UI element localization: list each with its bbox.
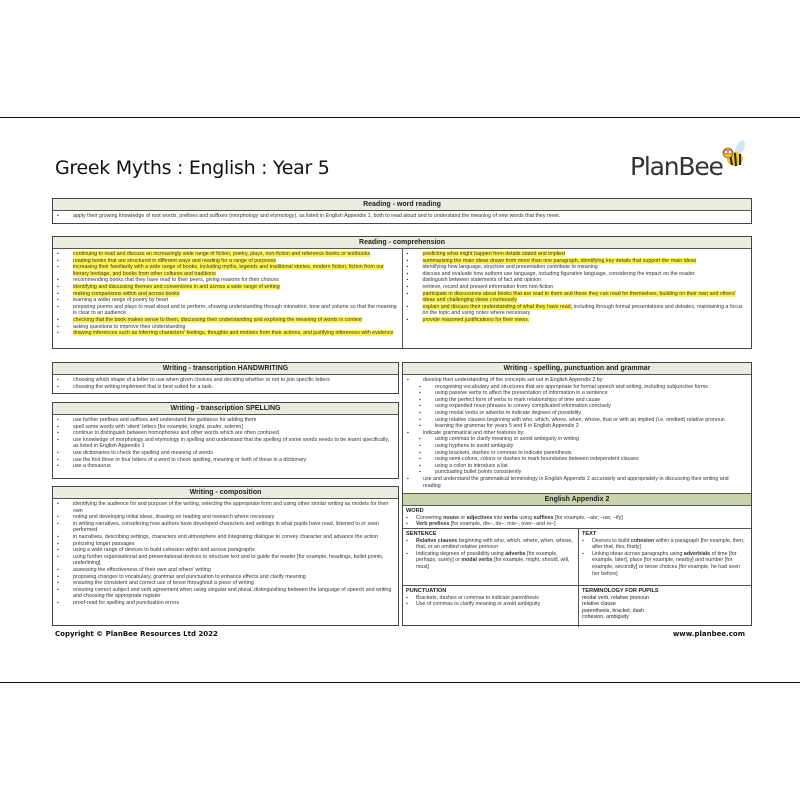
bold-term: verbs xyxy=(503,514,518,521)
item-text: [for example, –ate; –ise; –ify] xyxy=(553,514,623,521)
item-text: using xyxy=(517,514,534,521)
list-item xyxy=(57,317,398,324)
appendix-text-cell xyxy=(579,529,751,586)
list-item xyxy=(407,430,747,437)
list-item xyxy=(57,213,747,220)
term-line: modal verb, relative pronoun xyxy=(582,594,650,601)
highlighted-text: checking that the book makes sense to them, discussing their understanding and exploring the meaning of words in context xyxy=(73,316,362,323)
bullet-list xyxy=(406,595,575,608)
page-title: Greek Myths : English : Year 5 xyxy=(55,157,330,179)
section-heading: Reading - comprehension xyxy=(53,237,751,249)
section-heading: Writing - spelling, punctuation and grammar xyxy=(403,363,751,375)
bullet-list xyxy=(53,375,398,392)
bold-term: cohesion xyxy=(630,537,655,544)
list-item xyxy=(57,437,394,450)
cell-title: TERMINOLOGY FOR PUPILS xyxy=(582,588,659,594)
bold-term: nouns xyxy=(443,514,459,521)
item-text: using commas to clarify meaning or avoid ambiguity in writing xyxy=(435,436,579,443)
composition-section xyxy=(52,486,399,626)
list-item xyxy=(57,430,394,437)
bullet-list xyxy=(53,415,398,472)
item-text: Linking ideas across paragraphs using xyxy=(592,550,684,557)
list-item xyxy=(57,547,394,554)
list-item xyxy=(57,501,394,514)
bullet-list xyxy=(406,515,748,528)
list-item xyxy=(406,595,575,602)
item-text: continue to distinguish between homophones and other words which are often confused xyxy=(73,430,279,437)
cell-title: TEXT xyxy=(582,531,597,537)
item-text: Devices to build xyxy=(592,537,631,544)
list-item xyxy=(57,251,398,258)
list-item xyxy=(419,403,747,410)
bold-term: adverbs xyxy=(505,550,526,557)
highlighted-text: drawing inferences such as inferring characters' feelings, thoughts and motives from their actions, and justifying inferences with evidence xyxy=(73,330,394,337)
section-heading: Reading - word reading xyxy=(53,199,751,211)
term-line: cohesion, ambiguity xyxy=(582,614,629,621)
item-text: of time [for example, later], place [for example, nearby] and number [for example, secondly] or tense choices [for example, he had seen her before] xyxy=(592,550,741,577)
list-item xyxy=(57,600,394,607)
list-item xyxy=(582,538,748,551)
item-text: using a colon to introduce a list xyxy=(435,462,508,469)
list-item xyxy=(57,534,394,541)
highlighted-text: provide reasoned justifications for their views. xyxy=(422,316,530,323)
item-text: in narratives, describing settings, characters and atmosphere and integrating dialogue to convey character and advance the action xyxy=(73,533,379,540)
item-text: using further organisational and presentational devices to structure text and to guide the reader [for example, headings, bullet points, underlining] xyxy=(73,553,384,567)
item-text: Converting xyxy=(416,514,444,521)
item-text: develop their understanding of the concepts set out in English Appendix 2 by: xyxy=(423,377,604,383)
list-item xyxy=(419,384,747,391)
list-item xyxy=(419,423,747,430)
item-text: proof-read for spelling and punctuation errors xyxy=(73,599,179,606)
list-item xyxy=(419,469,747,476)
list-item xyxy=(57,324,398,331)
list-item xyxy=(57,330,398,337)
list-item xyxy=(57,284,398,291)
section-heading: Writing - composition xyxy=(53,487,398,499)
list-item xyxy=(57,541,394,548)
bullet-list xyxy=(403,249,752,326)
bullet-list xyxy=(403,375,751,493)
bold-term: adverbials xyxy=(683,550,711,557)
item-text: use further prefixes and suffixes and understand the guidance for adding them xyxy=(73,417,257,423)
list-item xyxy=(57,291,398,298)
list-item xyxy=(407,304,748,317)
list-item xyxy=(57,258,398,265)
list-item xyxy=(57,384,394,391)
item-text: use and understand the grammatical terminology in English Appendix 2 accurately and appropriately in discussing their writing and reading xyxy=(423,475,729,489)
item-text: noting and developing initial ideas, drawing on reading and research where necessary xyxy=(73,514,275,521)
list-item xyxy=(57,424,394,431)
highlighted-text: making comparisons within and across books xyxy=(73,290,180,297)
item-text: beginning with who, which, where, when, whose, that, or an omitted relative pronoun xyxy=(416,537,573,551)
item-text: choosing which shape of a letter to use when given choices and deciding whether or not to join specific letters xyxy=(73,377,330,383)
spag-section xyxy=(402,362,752,626)
item-text: distinguish between statements of fact and opinion xyxy=(422,277,542,284)
item-text: use dictionaries to check the spelling and meaning of words xyxy=(73,449,213,456)
item-text: learning a wider range of poetry by heart xyxy=(73,297,169,304)
bullet-list xyxy=(53,211,751,222)
item-text: indicate grammatical and other features by: xyxy=(423,429,525,436)
bullet-list xyxy=(582,538,748,578)
cell-title: WORD xyxy=(406,508,424,514)
list-item xyxy=(419,410,747,417)
highlighted-text: participate in discussions about books that are read to them and those they can read for themselves, building on their own and others' ideas and challenging views courteously xyxy=(422,290,736,304)
item-text: asking questions to improve their understanding xyxy=(73,323,186,330)
bullet-list xyxy=(53,499,398,609)
item-text: choosing the writing implement that is best suited for a task. xyxy=(73,383,214,390)
comprehension-section xyxy=(52,236,752,349)
list-item xyxy=(57,417,394,424)
item-text: use the first three or four letters of a word to check spelling, meaning or both of these in a dictionary xyxy=(73,456,307,463)
appendix-sentence-cell xyxy=(403,529,579,586)
list-item xyxy=(407,317,748,324)
list-item xyxy=(57,514,394,521)
list-item xyxy=(406,521,748,528)
item-text: Brackets, dashes or commas to indicate parenthesis xyxy=(416,594,539,601)
item-text: ensuring correct subject and verb agreement when using singular and plural, distinguishing between the language of speech and writing and choosing the appropriate register xyxy=(73,586,392,600)
item-text: apply their growing knowledge of root words, prefixes and suffixes (morphology and etymology), as listed in English Appendix 1, both to read aloud and to understand the meaning of new words that they meet. xyxy=(73,213,561,219)
list-item xyxy=(419,397,747,404)
list-item xyxy=(419,390,747,397)
handwriting-section xyxy=(52,362,399,394)
item-text: identifying how language, structure and presentation contribute to meaning xyxy=(422,264,598,271)
bullet-list xyxy=(406,538,575,571)
website-link[interactable]: www.planbee.com xyxy=(672,630,745,638)
section-heading: Writing - transcription SPELLING xyxy=(53,403,398,415)
list-item xyxy=(407,291,748,304)
item-text: identifying the audience for and purpose of the writing, selecting the appropriate form and using other similar writing as models for their own xyxy=(73,501,389,514)
highlighted-text: identifying and discussing themes and conventions in and across a wide range of writing xyxy=(73,283,280,290)
highlighted-text: increasing their familiarity with a wide range of books, including myths, legends and traditional stories, modern fiction, fiction from our literary heritage, and books from other cultures and traditions xyxy=(73,264,384,277)
list-item xyxy=(407,377,747,384)
list-item xyxy=(406,538,575,551)
list-item xyxy=(57,377,394,384)
item-text: use a thesaurus xyxy=(73,463,111,470)
bullet-list xyxy=(53,249,402,339)
item-text: in writing narratives, considering how authors have developed characters and settings in what pupils have read, listened to or seen performed xyxy=(73,520,379,534)
item-text: ensuring the consistent and correct use of tense throughout a piece of writing xyxy=(73,580,254,587)
list-item xyxy=(407,277,748,284)
item-text: preparing poems and plays to read aloud and to perform, showing understanding through intonation, tone and volume so that the meaning is clear to an audience xyxy=(73,303,397,317)
item-text: recommending books that they have read to their peers, giving reasons for their choices xyxy=(73,277,279,284)
list-item xyxy=(407,251,748,258)
bold-term: modal verbs xyxy=(461,557,493,564)
bold-term: suffixes xyxy=(533,514,554,521)
appendix-terminology-cell xyxy=(579,586,751,627)
item-text: learning the grammar for years 5 and 6 in English Appendix 2 xyxy=(435,423,579,430)
item-text: using semi-colons, colons or dashes to mark boundaries between independent clauses xyxy=(435,456,639,463)
bold-term: adjectives xyxy=(466,514,493,521)
item-text: Indicating degrees of possibility using xyxy=(416,550,506,557)
list-item xyxy=(406,515,748,522)
bold-term: Verb prefixes xyxy=(416,521,450,528)
list-item xyxy=(407,271,748,278)
item-text: using modal verbs or adverbs to indicate degrees of possibility xyxy=(435,409,582,416)
list-item xyxy=(419,450,747,457)
bold-term: Relative clauses xyxy=(416,537,458,544)
item-text: using a wide range of devices to build cohesion within and across paragraphs xyxy=(73,547,255,554)
list-item xyxy=(57,580,394,587)
item-text: including through formal presentations and debates, maintaining a focus on the topic and using notes where necessary xyxy=(422,303,743,317)
item-text: within a paragraph [for example, then, after that, this, firstly] xyxy=(592,537,745,551)
section-heading: Writing - transcription HANDWRITING xyxy=(53,363,398,375)
list-item xyxy=(57,264,398,277)
item-text: assessing the effectiveness of their own and others' writing xyxy=(73,566,211,573)
item-text: using passive verbs to affect the presentation of information in a sentence xyxy=(435,390,608,397)
item-text: using brackets, dashes or commas to indicate parenthesis xyxy=(435,449,572,456)
list-item xyxy=(406,551,575,571)
appendix-table xyxy=(403,493,751,621)
item-text: using the perfect form of verbs to mark relationships of time and cause xyxy=(435,396,601,403)
list-item xyxy=(406,601,575,608)
item-text: or xyxy=(458,514,467,521)
list-item xyxy=(57,304,398,317)
appendix-word-cell xyxy=(403,506,751,529)
list-item xyxy=(57,521,394,534)
cell-title: PUNCTUATION xyxy=(406,588,447,594)
list-item xyxy=(419,463,747,470)
list-item xyxy=(407,476,747,489)
item-text: using expanded noun phrases to convey complicated information concisely xyxy=(435,403,611,410)
item-text: using hyphens to avoid ambiguity xyxy=(435,442,514,449)
highlighted-text: summarising the main ideas drawn from more than one paragraph, identifying key details that support the main ideas xyxy=(422,257,697,264)
item-text: précising longer passages xyxy=(73,540,135,547)
item-text: recognising vocabulary and structures that are appropriate for formal speech and writing, including subjunctive forms xyxy=(435,383,708,390)
list-item xyxy=(57,574,394,581)
list-item xyxy=(57,457,394,464)
list-item xyxy=(57,567,394,574)
term-line: parenthesis, bracket, dash xyxy=(582,607,645,614)
list-item xyxy=(57,277,398,284)
item-text: proposing changes to vocabulary, grammar and punctuation to enhance effects and clarify meaning xyxy=(73,573,306,580)
list-item xyxy=(419,443,747,450)
planbee-logo xyxy=(628,140,748,184)
item-text: spell some words with 'silent' letters [for example, knight, psalm, solemn] xyxy=(73,423,243,430)
item-text: using relative clauses beginning with who, which, where, when, whose, that or with an implied (i.e. omitted) relative pronoun xyxy=(435,416,725,423)
highlighted-text: predicting what might happen from details stated and implied xyxy=(422,251,566,257)
list-item xyxy=(582,551,748,577)
item-text: punctuating bullet points consistently xyxy=(435,469,522,476)
item-text: Use of commas to clarify meaning or avoid ambiguity xyxy=(416,601,541,608)
item-text: use knowledge of morphology and etymology in spelling and understand that the spelling of some words needs to be learnt specifically, as listed in English Appendix 1 xyxy=(73,436,390,450)
word-reading-section xyxy=(52,198,752,224)
item-text: [for example, might, should, will, must] xyxy=(416,557,570,570)
list-item xyxy=(407,284,748,291)
list-item xyxy=(419,456,747,463)
item-text: [for example, dis–, de–, mis–, over– and re–] xyxy=(449,521,556,528)
logo-text: PlanBee xyxy=(630,152,723,181)
list-item xyxy=(57,554,394,567)
list-item xyxy=(407,264,748,271)
item-text: discuss and evaluate how authors use language, including figurative language, considering the impact on the reader xyxy=(422,270,695,277)
copyright-text: Copyright © PlanBee Resources Ltd 2022 xyxy=(55,630,218,638)
appendix-heading: English Appendix 2 xyxy=(403,494,751,506)
list-item xyxy=(57,463,394,470)
highlighted-text: continuing to read and discuss an increasingly wide range of fiction, poetry, plays, non-fiction and reference books or textbooks xyxy=(73,251,370,257)
highlighted-text: explain and discuss their understanding of what they have read, xyxy=(422,303,573,310)
cell-title: SENTENCE xyxy=(406,531,437,537)
list-item xyxy=(57,587,394,600)
appendix-punctuation-cell xyxy=(403,586,579,627)
list-item xyxy=(419,417,747,424)
spelling-section xyxy=(52,402,399,479)
item-text: retrieve, record and present information from non-fiction xyxy=(422,283,554,290)
item-text: into xyxy=(492,514,504,521)
item-text: [for example, perhaps, surely] or xyxy=(416,550,558,564)
highlighted-text: reading books that are structured in different ways and reading for a range of purposes xyxy=(73,257,277,264)
list-item xyxy=(419,436,747,443)
term-line: relative clause xyxy=(582,601,616,608)
bee-icon xyxy=(720,140,748,170)
list-item xyxy=(407,258,748,265)
list-item xyxy=(57,450,394,457)
list-item xyxy=(57,297,398,304)
